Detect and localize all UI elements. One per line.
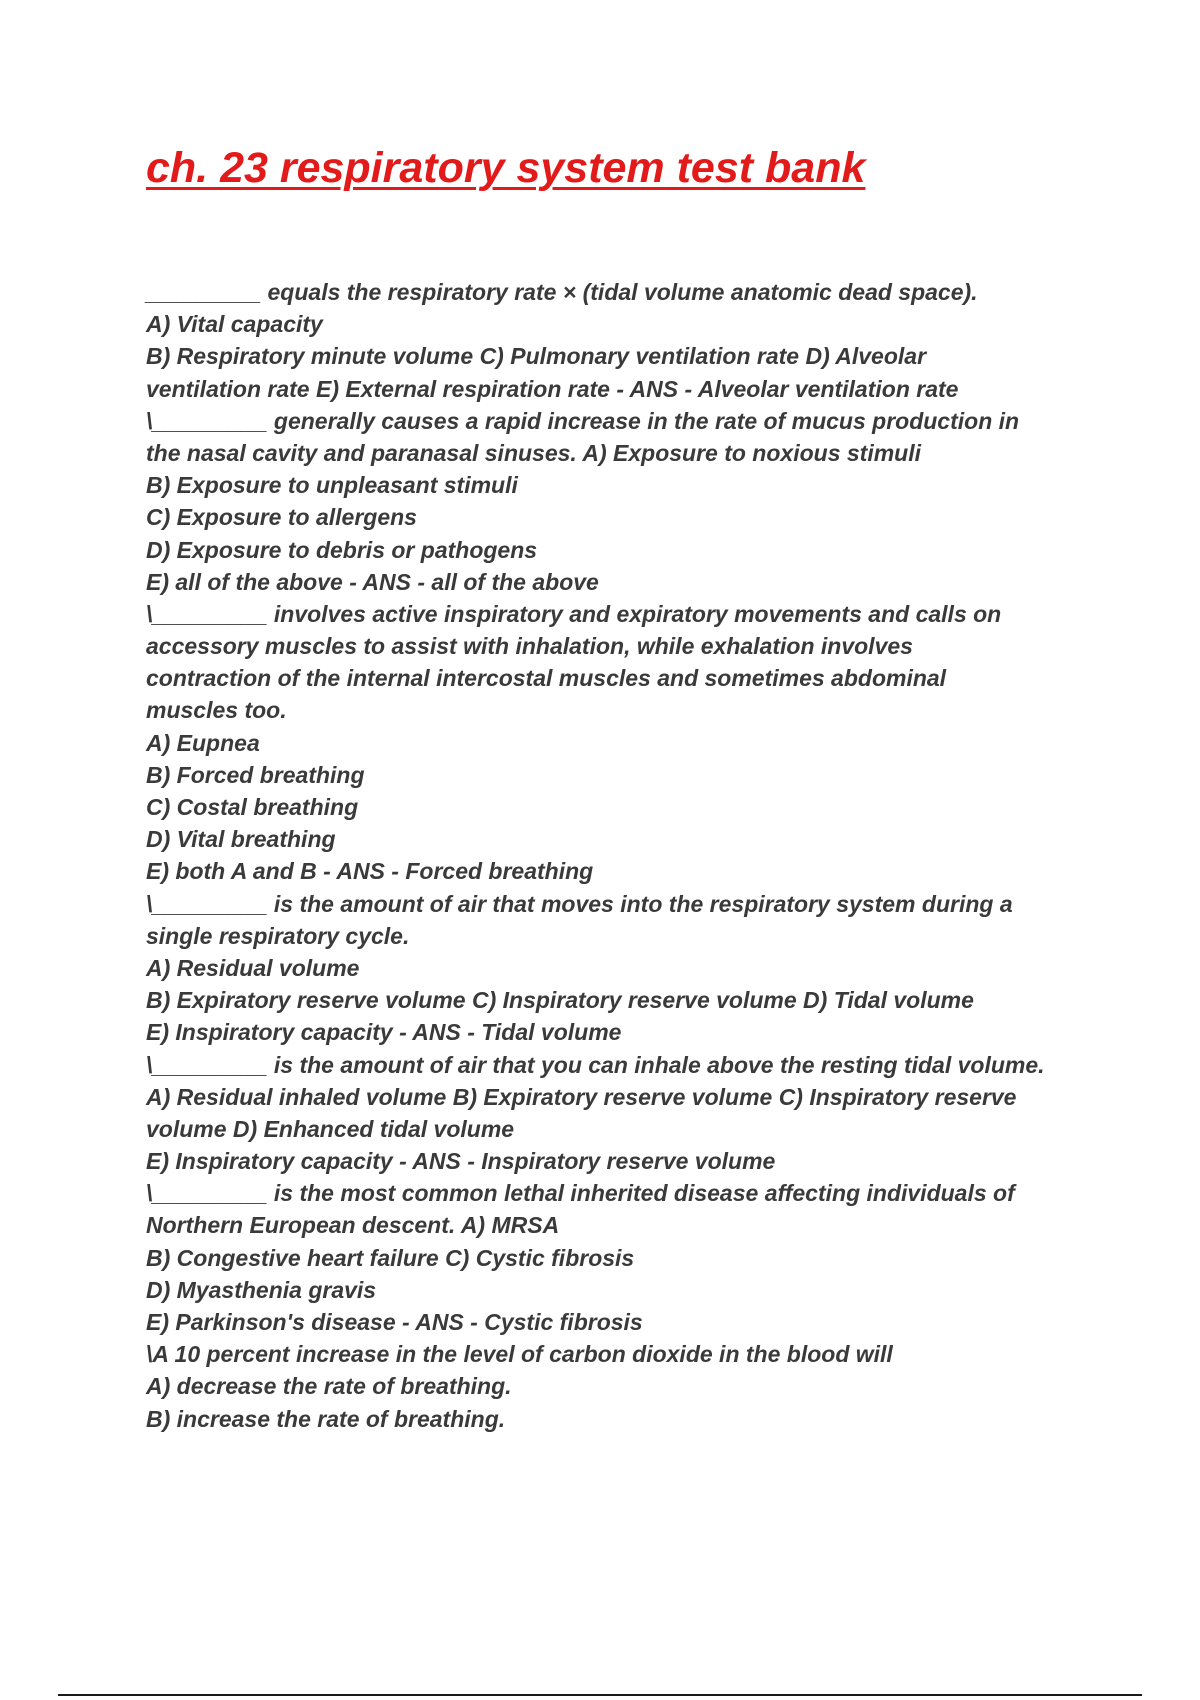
text-line: A) Residual inhaled volume B) Expiratory reserve volume C) Inspiratory reserve bbox=[146, 1083, 1017, 1110]
text-line: D) Exposure to debris or pathogens bbox=[146, 536, 538, 563]
text-line: E) Parkinson's disease - ANS - Cystic fibrosis bbox=[146, 1309, 643, 1335]
text-line: E) all of the above - ANS - all of the above bbox=[146, 568, 599, 595]
text-line: B) Expiratory reserve volume C) Inspiratory reserve volume D) Tidal volume bbox=[146, 987, 974, 1014]
text-line: volume D) Enhanced tidal volume bbox=[146, 1115, 515, 1142]
text-line: A) decrease the rate of breathing. bbox=[146, 1373, 512, 1400]
text-line: \_________ generally causes a rapid increase in the rate of mucus production in bbox=[146, 407, 1020, 434]
text-line: \_________ is the amount of air that you can inhale above the resting tidal volume. bbox=[146, 1051, 1045, 1078]
text-line: C) Costal breathing bbox=[146, 794, 359, 820]
text-line: ventilation rate E) External respiration rate - ANS - Alveolar ventilation rate bbox=[146, 375, 959, 402]
text-line: the nasal cavity and paranasal sinuses. A) Exposure to noxious stimuli bbox=[146, 439, 921, 466]
text-line: B) Exposure to unpleasant stimuli bbox=[146, 472, 518, 499]
text-line: D) Vital breathing bbox=[146, 826, 336, 853]
text-line: C) Exposure to allergens bbox=[146, 504, 417, 531]
text-line: \A 10 percent increase in the level of carbon dioxide in the blood will bbox=[146, 1341, 893, 1368]
document-title: ch. 23 respiratory system test bank bbox=[146, 144, 866, 192]
question-list bbox=[146, 276, 1106, 1435]
text-line: muscles too. bbox=[146, 697, 287, 724]
text-line: A) Vital capacity bbox=[146, 311, 323, 338]
text-line: accessory muscles to assist with inhalation, while exhalation involves bbox=[146, 633, 913, 660]
text-line: B) Forced breathing bbox=[146, 761, 365, 788]
text-line: \_________ involves active inspiratory and expiratory movements and calls on bbox=[146, 600, 1002, 627]
text-line: E) Inspiratory capacity - ANS - Inspiratory reserve volume bbox=[146, 1148, 776, 1175]
text-line: E) Inspiratory capacity - ANS - Tidal volume bbox=[146, 1019, 622, 1046]
text-line: E) both A and B - ANS - Forced breathing bbox=[146, 858, 594, 885]
text-line: A) Residual volume bbox=[146, 954, 360, 981]
text-line: B) Congestive heart failure C) Cystic fibrosis bbox=[146, 1244, 635, 1271]
text-line: Northern European descent. A) MRSA bbox=[146, 1212, 560, 1239]
text-line: D) Myasthenia gravis bbox=[146, 1276, 377, 1303]
text-line: \_________ is the amount of air that moves into the respiratory system during a bbox=[146, 890, 1013, 917]
text-line: single respiratory cycle. bbox=[146, 922, 410, 949]
text-line: B) increase the rate of breathing. bbox=[146, 1405, 506, 1432]
text-line: A) Eupnea bbox=[146, 729, 260, 756]
text-line: B) Respiratory minute volume C) Pulmonary ventilation rate D) Alveolar bbox=[146, 343, 927, 370]
page-bottom-rule bbox=[58, 1694, 1142, 1696]
text-line: \_________ is the most common lethal inherited disease affecting individuals of bbox=[146, 1180, 1015, 1207]
text-line: contraction of the internal intercostal muscles and sometimes abdominal bbox=[146, 665, 947, 692]
text-line: _________ equals the respiratory rate × (tidal volume anatomic dead space). bbox=[146, 279, 978, 305]
